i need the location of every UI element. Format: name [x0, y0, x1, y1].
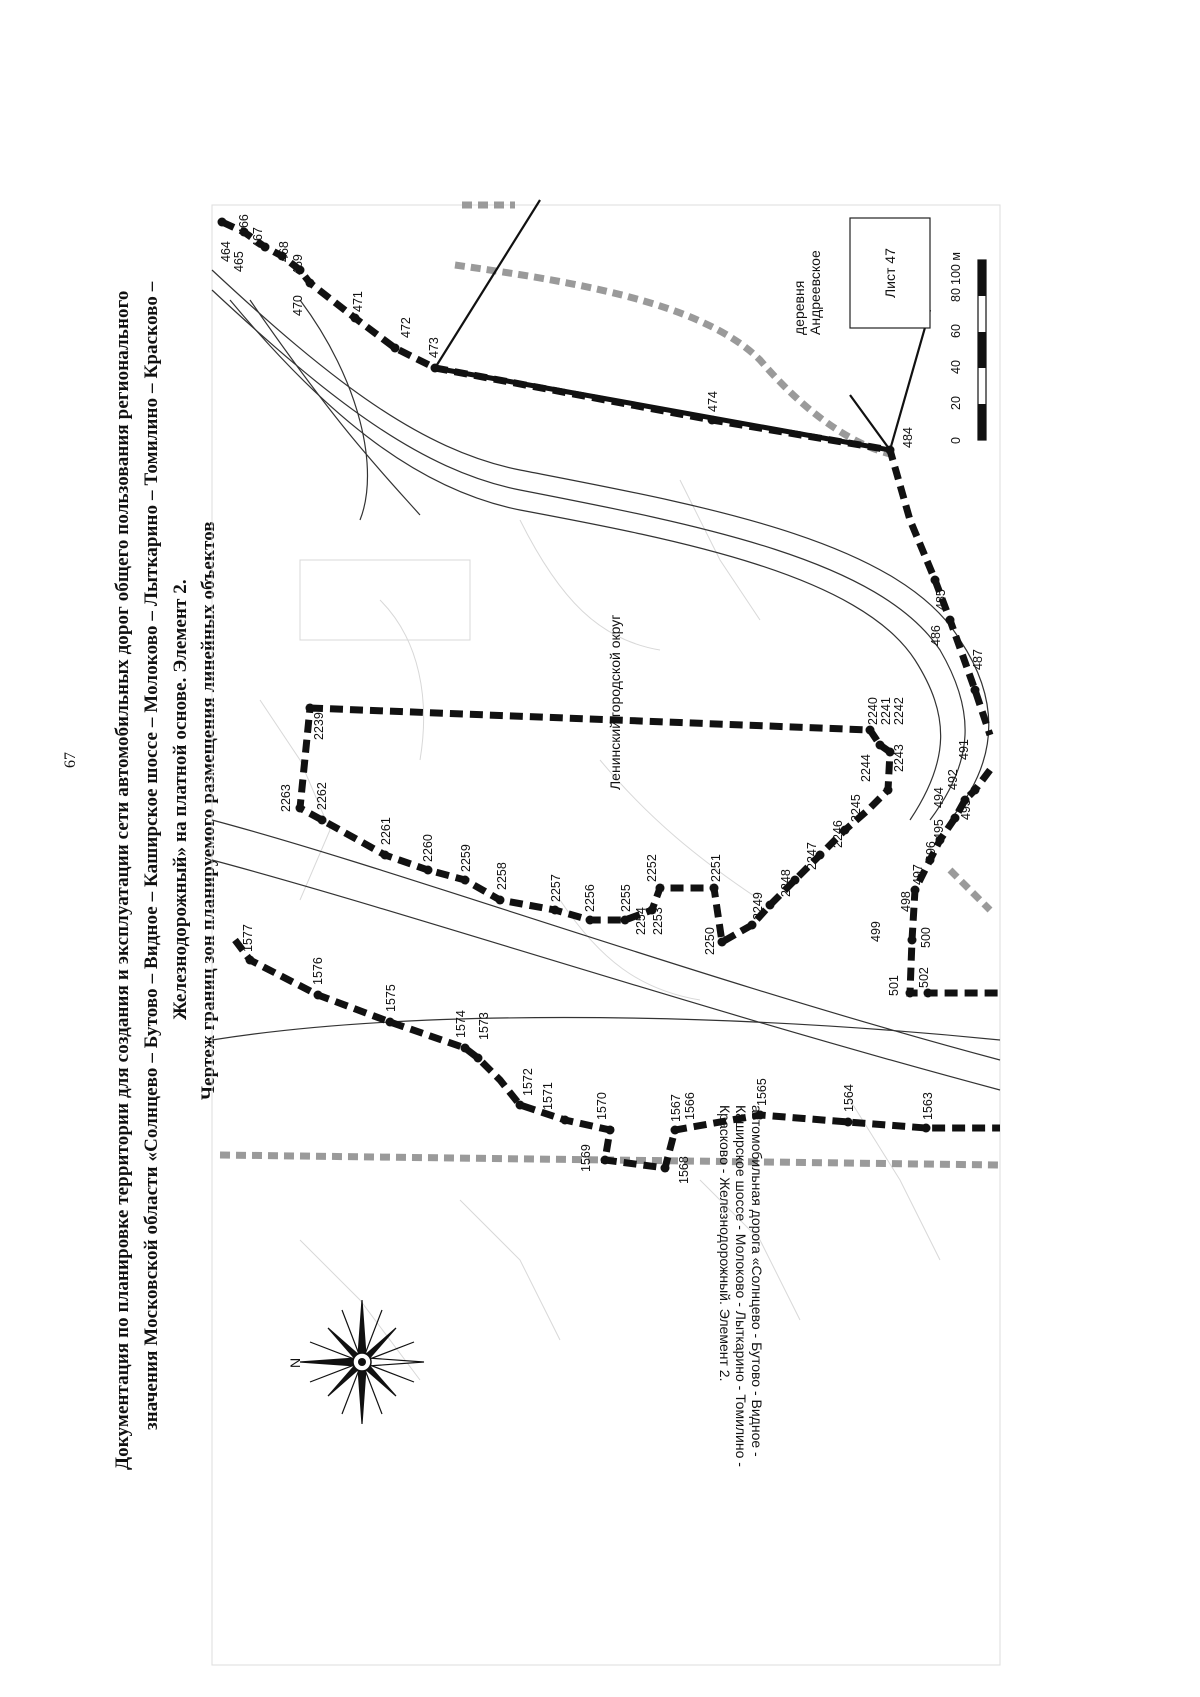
point-label: 1572 [521, 1068, 535, 1096]
point-label: 468 [277, 241, 291, 262]
compass-rose-icon [287, 1300, 424, 1424]
point-label: 1564 [842, 1084, 856, 1112]
point-label: 473 [427, 337, 441, 358]
point-label: 1573 [477, 1012, 491, 1040]
point-label: 487 [971, 649, 985, 670]
point-label: 2242 [892, 697, 906, 725]
point-label: 1570 [595, 1092, 609, 1120]
point-label: 471 [351, 291, 365, 312]
road-name-label [717, 1105, 765, 1467]
road-outlines [212, 270, 1000, 1090]
point-label: 498 [899, 891, 913, 912]
point-label: 2261 [379, 817, 393, 845]
point-label: 464 [219, 241, 233, 262]
point-label: 2241 [879, 697, 893, 725]
village-label-line-2: Андреевское [807, 250, 823, 335]
north-label: N [287, 1357, 303, 1368]
point-label: 501 [887, 975, 901, 996]
point-label: 1571 [541, 1082, 555, 1110]
point-label: 2262 [315, 782, 329, 810]
point-label: 1576 [311, 957, 325, 985]
scale-tick-label: 80 [949, 288, 963, 302]
title-line-2: значения Московской области «Солнцево – Бутово – Видное – Каширское шоссе – Молоково – Лыткарино – Томилино – Красково – [141, 281, 162, 1430]
boundary-points [218, 218, 980, 1173]
scale-bar [949, 252, 986, 444]
point-label: 472 [399, 317, 413, 338]
scale-tick-label: 40 [949, 360, 963, 374]
point-label: 2249 [751, 892, 765, 920]
point-label: 2244 [859, 754, 873, 782]
point-label: 493 [959, 799, 973, 820]
road-label-line-2: Каширское шоссе - Молоково - Лыткарино - Томилино - [733, 1105, 749, 1467]
point-label: 469 [291, 254, 305, 275]
road-label-line-1: автомобильная дорога «Солнцево - Бутово - Видное - [749, 1105, 765, 1457]
point-label: 2250 [703, 927, 717, 955]
title-line-3: Железнодорожный» на платной основе. Элемент 2. [170, 579, 191, 1020]
point-label: 2256 [583, 884, 597, 912]
village-label-line-1: деревня [791, 280, 807, 335]
background-contours [260, 480, 940, 1380]
point-label: 1574 [454, 1010, 468, 1038]
point-label: 1565 [755, 1078, 769, 1106]
point-label: 2258 [495, 862, 509, 890]
point-label: 2259 [459, 844, 473, 872]
point-label: 467 [251, 227, 265, 248]
point-label: 2260 [421, 834, 435, 862]
scale-tick-label: 0 [949, 437, 963, 444]
point-label: 2253 [651, 907, 665, 935]
district-label: Ленинский городской округ [607, 614, 623, 790]
page-number: 67 [62, 752, 79, 768]
point-label: 2252 [645, 854, 659, 882]
sheet-label: Лист 47 [882, 248, 898, 298]
scale-tick-label: 100 м [949, 252, 963, 285]
road-label-line-3: Красково - Железнодорожный. Элемент 2. [717, 1105, 733, 1382]
point-label: 2263 [279, 784, 293, 812]
point-label: 2243 [892, 744, 906, 772]
east-point-labels [219, 214, 985, 996]
point-label: 494 [932, 787, 946, 808]
west-point-labels [241, 924, 935, 1184]
point-label: 502 [917, 967, 931, 988]
point-label: 496 [924, 841, 938, 862]
sheet-box [850, 218, 930, 328]
point-label: 485 [934, 589, 948, 610]
title-line-4: Чертеж границ зон планируемого размещения линейных объектов [198, 521, 219, 1100]
title-line-1: Документация по планировке территории для создания и эксплуатации сети автомобильных дорог общего пользования регионального [112, 290, 133, 1470]
point-label: 2257 [549, 874, 563, 902]
point-label: 2239 [312, 712, 326, 740]
point-label: 486 [929, 625, 943, 646]
point-label: 2240 [866, 697, 880, 725]
scale-tick-label: 20 [949, 396, 963, 410]
point-label: 2251 [709, 854, 723, 882]
west-boundary-line [235, 940, 1000, 1168]
point-label: 474 [706, 391, 720, 412]
point-label: 2255 [619, 884, 633, 912]
point-label: 499 [869, 921, 883, 942]
point-label: 2248 [779, 869, 793, 897]
point-label: 2254 [634, 907, 648, 935]
point-label: 2245 [849, 794, 863, 822]
point-label: 1568 [677, 1156, 691, 1184]
point-label: 1569 [579, 1144, 593, 1172]
point-label: 2247 [805, 842, 819, 870]
point-label: 1577 [241, 924, 255, 952]
point-label: 1566 [683, 1092, 697, 1120]
point-label: 492 [946, 769, 960, 790]
point-label: 484 [901, 427, 915, 448]
point-label: 491 [957, 739, 971, 760]
point-label: 465 [232, 251, 246, 272]
point-label: 466 [237, 214, 251, 235]
point-label: 497 [911, 864, 925, 885]
point-label: 495 [932, 819, 946, 840]
point-label: 2246 [831, 820, 845, 848]
point-label: 1575 [384, 984, 398, 1012]
point-label: 500 [919, 927, 933, 948]
point-label: 1563 [921, 1092, 935, 1120]
point-label: 1567 [669, 1094, 683, 1122]
point-label: 470 [291, 295, 305, 316]
scale-tick-label: 60 [949, 324, 963, 338]
